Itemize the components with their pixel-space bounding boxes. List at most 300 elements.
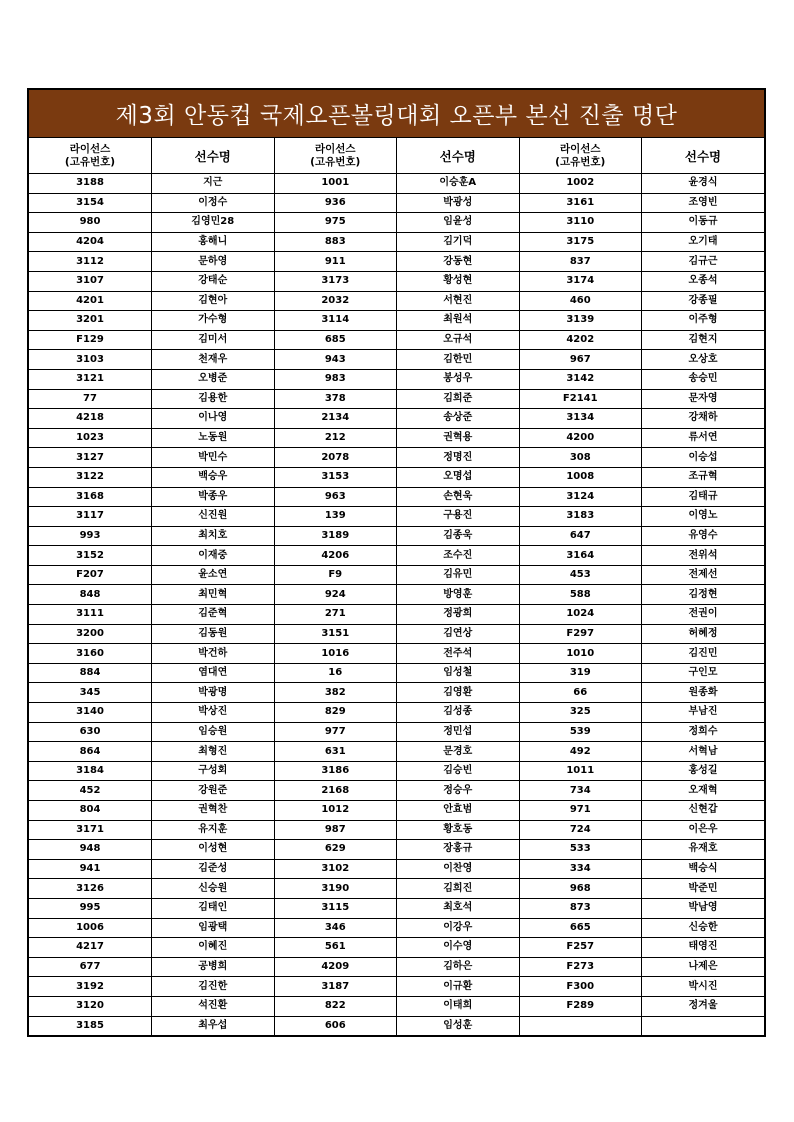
license-number-cell: 3153 — [274, 467, 397, 487]
player-name-cell: 조수진 — [397, 546, 520, 566]
table-row — [29, 174, 764, 194]
license-number-cell: 453 — [519, 565, 642, 585]
player-name-cell: 이동규 — [642, 213, 765, 233]
license-number-cell: 924 — [274, 585, 397, 605]
player-name-cell: 조영빈 — [642, 193, 765, 213]
player-name-cell: 김준혁 — [152, 605, 275, 625]
table-row — [29, 369, 764, 389]
table-row — [29, 565, 764, 585]
license-number-cell: 987 — [274, 820, 397, 840]
roster-table — [29, 138, 764, 1035]
player-name-cell: 김규근 — [642, 252, 765, 272]
license-number-cell: 971 — [519, 801, 642, 821]
license-number-cell: 3186 — [274, 761, 397, 781]
player-name-cell: 이찬영 — [397, 859, 520, 879]
player-name-cell: 이규환 — [397, 977, 520, 997]
license-number-cell: 3142 — [519, 369, 642, 389]
player-name-cell: 박건하 — [152, 644, 275, 664]
license-number-cell: 3140 — [29, 703, 152, 723]
license-number-cell: F300 — [519, 977, 642, 997]
table-row — [29, 683, 764, 703]
player-name-cell: 김하은 — [397, 957, 520, 977]
license-number-cell: 3126 — [29, 879, 152, 899]
player-name-cell: 전주석 — [397, 644, 520, 664]
license-number-cell: 3117 — [29, 507, 152, 527]
player-name-cell: 부남진 — [642, 703, 765, 723]
table-row — [29, 663, 764, 683]
license-number-cell: 822 — [274, 996, 397, 1016]
license-number-cell: 533 — [519, 840, 642, 860]
license-number-cell: 1012 — [274, 801, 397, 821]
license-number-cell: F297 — [519, 624, 642, 644]
player-name-cell: 강종필 — [642, 291, 765, 311]
license-number-cell: 3173 — [274, 271, 397, 291]
table-row — [29, 957, 764, 977]
license-number-cell: 3161 — [519, 193, 642, 213]
license-number-cell: 3175 — [519, 232, 642, 252]
table-row — [29, 448, 764, 468]
player-name-cell: 손현욱 — [397, 487, 520, 507]
license-number-cell: F289 — [519, 996, 642, 1016]
player-name-cell: 홍성길 — [642, 761, 765, 781]
player-name-cell: 서혁남 — [642, 742, 765, 762]
license-number-cell: 4209 — [274, 957, 397, 977]
table-row — [29, 350, 764, 370]
player-name-cell: 박상진 — [152, 703, 275, 723]
license-number-cell: 3102 — [274, 859, 397, 879]
player-name-cell: 김현지 — [642, 330, 765, 350]
player-name-cell: 원종화 — [642, 683, 765, 703]
player-name-cell: 이수영 — [397, 938, 520, 958]
license-number-cell: 983 — [274, 369, 397, 389]
player-name-cell: 김진한 — [152, 977, 275, 997]
player-name-cell: 백승식 — [642, 859, 765, 879]
license-number-cell: 873 — [519, 898, 642, 918]
license-number-cell: 460 — [519, 291, 642, 311]
license-number-cell: 3183 — [519, 507, 642, 527]
player-name-cell: 이혜진 — [152, 938, 275, 958]
player-name-cell: 황호동 — [397, 820, 520, 840]
table-row — [29, 742, 764, 762]
player-name-cell — [642, 1016, 765, 1035]
license-number-cell: 3171 — [29, 820, 152, 840]
license-number-cell: 492 — [519, 742, 642, 762]
license-number-cell — [519, 1016, 642, 1035]
player-name-cell: 이정수 — [152, 193, 275, 213]
license-number-cell: 2168 — [274, 781, 397, 801]
player-name-cell: 김정현 — [642, 585, 765, 605]
license-number-cell: 3103 — [29, 350, 152, 370]
table-row — [29, 409, 764, 429]
table-row — [29, 546, 764, 566]
license-number-cell: 911 — [274, 252, 397, 272]
table-row — [29, 1016, 764, 1035]
license-number-cell: 319 — [519, 663, 642, 683]
license-number-cell: 884 — [29, 663, 152, 683]
license-number-cell: 1010 — [519, 644, 642, 664]
license-number-cell: 4202 — [519, 330, 642, 350]
player-name-cell: 송상준 — [397, 409, 520, 429]
license-number-cell: 995 — [29, 898, 152, 918]
license-number-cell: 647 — [519, 526, 642, 546]
license-number-cell: 3185 — [29, 1016, 152, 1035]
license-number-cell: 980 — [29, 213, 152, 233]
table-row — [29, 820, 764, 840]
header-row — [29, 138, 764, 174]
license-number-cell: 1001 — [274, 174, 397, 194]
player-name-cell: 최원석 — [397, 311, 520, 331]
player-name-cell: 유지훈 — [152, 820, 275, 840]
license-number-cell: 561 — [274, 938, 397, 958]
license-number-cell: 3121 — [29, 369, 152, 389]
player-name-cell: 조규혁 — [642, 467, 765, 487]
table-row — [29, 487, 764, 507]
license-number-cell: 3124 — [519, 487, 642, 507]
player-name-cell: 전제선 — [642, 565, 765, 585]
player-name-cell: 허혜정 — [642, 624, 765, 644]
table-row — [29, 507, 764, 527]
player-name-cell: 임윤성 — [397, 213, 520, 233]
license-number-cell: 606 — [274, 1016, 397, 1035]
table-row — [29, 232, 764, 252]
license-number-cell: F257 — [519, 938, 642, 958]
player-name-cell: 서현진 — [397, 291, 520, 311]
player-name-cell: 이태희 — [397, 996, 520, 1016]
license-number-cell: 4217 — [29, 938, 152, 958]
license-number-cell: F129 — [29, 330, 152, 350]
player-name-cell: 구성회 — [152, 761, 275, 781]
license-number-cell: 4204 — [29, 232, 152, 252]
player-name-cell: 이강우 — [397, 918, 520, 938]
player-name-cell: 문하영 — [152, 252, 275, 272]
license-number-cell: F9 — [274, 565, 397, 585]
player-name-cell: 최민혁 — [152, 585, 275, 605]
player-name-cell: 김현아 — [152, 291, 275, 311]
license-number-cell: 346 — [274, 918, 397, 938]
license-number-cell: 3122 — [29, 467, 152, 487]
player-name-cell: 이나영 — [152, 409, 275, 429]
player-name-cell: 김기덕 — [397, 232, 520, 252]
table-row — [29, 644, 764, 664]
player-name-cell: 전권이 — [642, 605, 765, 625]
license-number-cell: 724 — [519, 820, 642, 840]
license-number-cell: 665 — [519, 918, 642, 938]
table-row — [29, 193, 764, 213]
license-number-cell: 804 — [29, 801, 152, 821]
table-row — [29, 213, 764, 233]
roster-body — [29, 174, 764, 1036]
player-name-cell: 장홍규 — [397, 840, 520, 860]
license-number-cell: 3190 — [274, 879, 397, 899]
license-number-cell: 271 — [274, 605, 397, 625]
license-number-cell: 3151 — [274, 624, 397, 644]
player-name-cell: 안효범 — [397, 801, 520, 821]
player-name-cell: 오병준 — [152, 369, 275, 389]
table-row — [29, 311, 764, 331]
license-number-cell: 378 — [274, 389, 397, 409]
player-name-cell: 정희수 — [642, 722, 765, 742]
table-row — [29, 801, 764, 821]
license-number-cell: 734 — [519, 781, 642, 801]
table-row — [29, 859, 764, 879]
player-name-cell: 임승원 — [152, 722, 275, 742]
player-name-cell: 오명섭 — [397, 467, 520, 487]
player-name-cell: 김종욱 — [397, 526, 520, 546]
license-number-cell: 3107 — [29, 271, 152, 291]
player-name-cell: 김영민28 — [152, 213, 275, 233]
table-row — [29, 918, 764, 938]
player-name-cell: 황성현 — [397, 271, 520, 291]
license-number-cell: 3120 — [29, 996, 152, 1016]
player-name-cell: 박광명 — [152, 683, 275, 703]
player-name-cell: 김영환 — [397, 683, 520, 703]
player-name-header: 선수명 — [642, 138, 765, 174]
player-name-cell: 정명진 — [397, 448, 520, 468]
license-number-cell: 4201 — [29, 291, 152, 311]
player-name-cell: 박종우 — [152, 487, 275, 507]
player-name-cell: 박광성 — [397, 193, 520, 213]
player-name-cell: 오재혁 — [642, 781, 765, 801]
license-number-cell: 837 — [519, 252, 642, 272]
player-name-cell: 김용한 — [152, 389, 275, 409]
table-row — [29, 526, 764, 546]
player-name-cell: 김한민 — [397, 350, 520, 370]
player-name-cell: 이재중 — [152, 546, 275, 566]
license-number-cell: 3189 — [274, 526, 397, 546]
license-number-cell: 829 — [274, 703, 397, 723]
license-number-cell: 2032 — [274, 291, 397, 311]
license-number-cell: 4218 — [29, 409, 152, 429]
player-name-cell: 신현갑 — [642, 801, 765, 821]
license-number-cell: 325 — [519, 703, 642, 723]
player-name-cell: 최형진 — [152, 742, 275, 762]
player-name-cell: 최우섭 — [152, 1016, 275, 1035]
license-number-cell: 943 — [274, 350, 397, 370]
table-row — [29, 330, 764, 350]
player-name-cell: 봉성우 — [397, 369, 520, 389]
license-number-cell: 941 — [29, 859, 152, 879]
player-name-cell: 정겨울 — [642, 996, 765, 1016]
player-name-cell: 문자영 — [642, 389, 765, 409]
license-number-cell: 139 — [274, 507, 397, 527]
license-number-cell: 963 — [274, 487, 397, 507]
license-number-cell: 345 — [29, 683, 152, 703]
page-title: 제3회 안동컵 국제오픈볼링대회 오픈부 본선 진출 명단 — [29, 90, 764, 138]
player-name-cell: 백승우 — [152, 467, 275, 487]
player-name-header: 선수명 — [152, 138, 275, 174]
player-name-cell: 김희진 — [397, 879, 520, 899]
license-number-cell: 1002 — [519, 174, 642, 194]
player-name-cell: 박시진 — [642, 977, 765, 997]
license-number-cell: 334 — [519, 859, 642, 879]
player-name-cell: 전위석 — [642, 546, 765, 566]
player-name-cell: 류서연 — [642, 428, 765, 448]
license-number-cell: 3168 — [29, 487, 152, 507]
player-name-cell: 임성훈 — [397, 1016, 520, 1035]
player-name-cell: 김성종 — [397, 703, 520, 723]
player-name-cell: 공병희 — [152, 957, 275, 977]
table-row — [29, 781, 764, 801]
license-number-cell: F273 — [519, 957, 642, 977]
player-name-cell: 신승원 — [152, 879, 275, 899]
player-name-cell: 정민섭 — [397, 722, 520, 742]
license-number-cell: 977 — [274, 722, 397, 742]
player-name-cell: 오기태 — [642, 232, 765, 252]
player-name-cell: 석진환 — [152, 996, 275, 1016]
player-name-cell: 권혁용 — [397, 428, 520, 448]
player-name-cell: 김미서 — [152, 330, 275, 350]
license-number-cell: 588 — [519, 585, 642, 605]
table-row — [29, 291, 764, 311]
player-name-cell: 강원준 — [152, 781, 275, 801]
player-name-cell: 강태순 — [152, 271, 275, 291]
license-number-cell: 3160 — [29, 644, 152, 664]
license-number-cell: 3114 — [274, 311, 397, 331]
license-number-cell: 3111 — [29, 605, 152, 625]
player-name-cell: 이은우 — [642, 820, 765, 840]
license-number-cell: 539 — [519, 722, 642, 742]
license-number-cell: 1024 — [519, 605, 642, 625]
player-name-cell: 김준성 — [152, 859, 275, 879]
table-row — [29, 703, 764, 723]
player-name-cell: 방영훈 — [397, 585, 520, 605]
table-row — [29, 722, 764, 742]
license-number-cell: 2134 — [274, 409, 397, 429]
license-number-cell: 308 — [519, 448, 642, 468]
license-number-cell: 16 — [274, 663, 397, 683]
player-name-cell: 문경호 — [397, 742, 520, 762]
license-number-cell: 66 — [519, 683, 642, 703]
license-number-cell: 3188 — [29, 174, 152, 194]
table-row — [29, 389, 764, 409]
license-number-cell: 848 — [29, 585, 152, 605]
license-number-cell: F2141 — [519, 389, 642, 409]
license-number-cell: 4206 — [274, 546, 397, 566]
license-number-cell: 3174 — [519, 271, 642, 291]
player-name-cell: 윤경식 — [642, 174, 765, 194]
player-name-cell: 가수형 — [152, 311, 275, 331]
license-number-cell: 864 — [29, 742, 152, 762]
license-header: 라이선스 (고유번호) — [519, 138, 642, 174]
player-name-cell: 송승민 — [642, 369, 765, 389]
player-name-cell: 김유민 — [397, 565, 520, 585]
player-name-cell: 박준민 — [642, 879, 765, 899]
player-name-cell: 김동원 — [152, 624, 275, 644]
license-number-cell: 1011 — [519, 761, 642, 781]
player-name-cell: 권혁찬 — [152, 801, 275, 821]
player-name-cell: 김진민 — [642, 644, 765, 664]
license-number-cell: 452 — [29, 781, 152, 801]
player-name-cell: 신승한 — [642, 918, 765, 938]
table-row — [29, 252, 764, 272]
license-number-cell: 630 — [29, 722, 152, 742]
license-number-cell: 3201 — [29, 311, 152, 331]
player-name-cell: 김희준 — [397, 389, 520, 409]
player-name-cell: 윤소연 — [152, 565, 275, 585]
license-number-cell: 382 — [274, 683, 397, 703]
player-name-cell: 임광택 — [152, 918, 275, 938]
player-name-cell: 정승우 — [397, 781, 520, 801]
player-name-cell: 유영수 — [642, 526, 765, 546]
player-name-cell: 유재호 — [642, 840, 765, 860]
player-name-cell: 신진원 — [152, 507, 275, 527]
license-header: 라이선스 (고유번호) — [29, 138, 152, 174]
player-name-cell: 강채하 — [642, 409, 765, 429]
player-name-cell: 박남영 — [642, 898, 765, 918]
table-row — [29, 898, 764, 918]
player-name-cell: 김승빈 — [397, 761, 520, 781]
license-number-cell: 1008 — [519, 467, 642, 487]
license-number-cell: 3187 — [274, 977, 397, 997]
table-row — [29, 977, 764, 997]
table-row — [29, 761, 764, 781]
license-number-cell: 3192 — [29, 977, 152, 997]
table-row — [29, 271, 764, 291]
license-number-cell: 993 — [29, 526, 152, 546]
license-number-cell: 3112 — [29, 252, 152, 272]
table-row — [29, 879, 764, 899]
license-number-cell: 1006 — [29, 918, 152, 938]
player-name-cell: 임성철 — [397, 663, 520, 683]
license-header: 라이선스 (고유번호) — [274, 138, 397, 174]
license-number-cell: 2078 — [274, 448, 397, 468]
license-number-cell: 936 — [274, 193, 397, 213]
player-name-cell: 최호석 — [397, 898, 520, 918]
player-name-cell: 지근 — [152, 174, 275, 194]
player-name-cell: 이승섭 — [642, 448, 765, 468]
license-number-cell: F207 — [29, 565, 152, 585]
license-number-cell: 3115 — [274, 898, 397, 918]
player-name-cell: 구용진 — [397, 507, 520, 527]
license-number-cell: 212 — [274, 428, 397, 448]
player-name-cell: 김연상 — [397, 624, 520, 644]
player-name-cell: 노동원 — [152, 428, 275, 448]
player-name-cell: 태영진 — [642, 938, 765, 958]
license-number-cell: 3164 — [519, 546, 642, 566]
license-number-cell: 629 — [274, 840, 397, 860]
player-name-cell: 이영노 — [642, 507, 765, 527]
player-name-cell: 김태규 — [642, 487, 765, 507]
player-name-cell: 천재우 — [152, 350, 275, 370]
license-number-cell: 3110 — [519, 213, 642, 233]
player-name-cell: 오상호 — [642, 350, 765, 370]
table-row — [29, 605, 764, 625]
player-name-cell: 염대연 — [152, 663, 275, 683]
license-number-cell: 3127 — [29, 448, 152, 468]
license-number-cell: 3200 — [29, 624, 152, 644]
table-row — [29, 624, 764, 644]
player-name-cell: 박민수 — [152, 448, 275, 468]
license-number-cell: 968 — [519, 879, 642, 899]
player-name-cell: 이성현 — [152, 840, 275, 860]
table-row — [29, 428, 764, 448]
license-number-cell: 1016 — [274, 644, 397, 664]
license-number-cell: 3154 — [29, 193, 152, 213]
license-number-cell: 948 — [29, 840, 152, 860]
player-name-cell: 오종석 — [642, 271, 765, 291]
table-row — [29, 585, 764, 605]
table-row — [29, 938, 764, 958]
license-number-cell: 4200 — [519, 428, 642, 448]
roster-sheet — [27, 88, 766, 1037]
table-row — [29, 840, 764, 860]
player-name-cell: 나제은 — [642, 957, 765, 977]
license-number-cell: 77 — [29, 389, 152, 409]
player-name-cell: 이주형 — [642, 311, 765, 331]
table-row — [29, 996, 764, 1016]
license-number-cell: 3184 — [29, 761, 152, 781]
table-row — [29, 467, 764, 487]
